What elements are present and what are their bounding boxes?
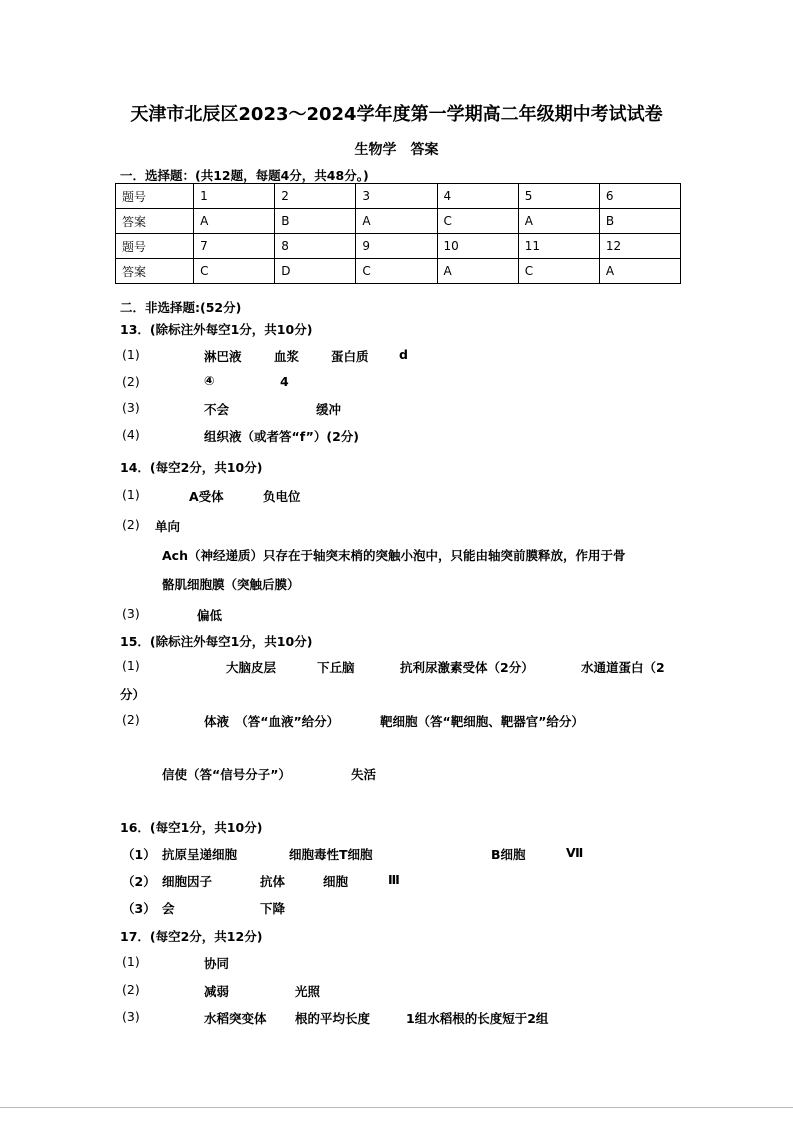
page-subtitle: 生物学 答案 (354, 142, 439, 158)
q14-1-number: (1) (122, 487, 140, 502)
q17-heading: 17．(每空2分，共12分) (120, 929, 263, 944)
table-cell: C (518, 259, 599, 284)
table-cell: A (518, 209, 599, 234)
q13-heading: 13．(除标注外每空1分，共10分) (120, 322, 313, 337)
q14-heading: 14．(每空2分，共10分) (120, 460, 263, 475)
q13-2-answer-b: 4 (280, 374, 289, 389)
table-cell: 10 (437, 234, 518, 259)
q13-3-answer-a: 不会 (204, 402, 230, 417)
q14-2-answer-a: 单向 (155, 519, 181, 534)
q16-1-answer-a: 抗原呈递细胞 (162, 847, 238, 862)
table-cell: C (194, 259, 275, 284)
table-cell: 题号 (116, 184, 194, 209)
q13-3-number: (3) (122, 400, 140, 415)
q13-1-number: (1) (122, 347, 140, 362)
q13-4-answer-a: 组织液（或者答“f”）(2分) (204, 429, 360, 444)
table-row (116, 259, 681, 284)
q14-3-answer-a: 偏低 (197, 608, 223, 623)
table-row (116, 184, 681, 209)
q16-1-answer-d: Ⅶ (566, 845, 584, 860)
q17-2-answer-b: 光照 (295, 984, 321, 999)
q15-1-answer-d-continued: 分） (120, 687, 146, 702)
q16-1-number: （1） (122, 847, 156, 862)
q14-3-number: (3) (122, 606, 140, 621)
q13-1-answer-c: 蛋白质 (331, 349, 369, 364)
q16-2-number: （2） (122, 874, 156, 889)
q17-3-number: (3) (122, 1009, 140, 1024)
page-title: 天津市北辰区2023～2024学年度第一学期高二年级期中考试试卷 (130, 104, 663, 125)
q16-1-answer-c: B细胞 (491, 847, 526, 862)
q15-1-answer-a: 大脑皮层 (226, 660, 277, 675)
q13-1-answer-d: d (399, 347, 408, 362)
table-cell: 1 (194, 184, 275, 209)
table-row (116, 234, 681, 259)
q17-3-answer-b: 根的平均长度 (295, 1011, 371, 1026)
q17-1-number: (1) (122, 954, 140, 969)
q15-2-answer-b: 靶细胞（答“靶细胞、靶器官”给分） (380, 714, 584, 729)
table-cell: 7 (194, 234, 275, 259)
q15-1-number: (1) (122, 658, 140, 673)
q16-3-answer-a: 会 (162, 901, 175, 916)
q15-1-answer-d: 水通道蛋白（2 (581, 660, 665, 675)
q17-2-answer-a: 减弱 (204, 984, 230, 999)
q16-1-answer-b: 细胞毒性T细胞 (289, 847, 373, 862)
table-cell: 2 (275, 184, 356, 209)
table-cell: D (275, 259, 356, 284)
table-cell: B (599, 209, 680, 234)
q16-2-answer-b: 抗体 (260, 874, 286, 889)
table-cell: 4 (437, 184, 518, 209)
table-cell: B (275, 209, 356, 234)
q17-2-number: (2) (122, 982, 140, 997)
q15-1-answer-c: 抗利尿激素受体（2分） (400, 660, 534, 675)
q15-2-answer-a: 体液 （答“血液”给分） (204, 714, 340, 729)
table-cell: 3 (356, 184, 437, 209)
table-cell: 8 (275, 234, 356, 259)
answer-table (115, 183, 681, 284)
table-cell: A (356, 209, 437, 234)
q16-2-answer-c: 细胞 (323, 874, 349, 889)
q14-2-explanation-line1: Ach（神经递质）只存在于轴突末梢的突触小泡中，只能由轴突前膜释放，作用于骨 (162, 548, 626, 563)
q17-3-answer-c: 1组水稻根的长度短于2组 (406, 1011, 549, 1026)
table-cell: 5 (518, 184, 599, 209)
q13-3-answer-b: 缓冲 (316, 402, 342, 417)
table-cell: A (194, 209, 275, 234)
q13-4-number: (4) (122, 427, 140, 442)
q17-3-answer-a: 水稻突变体 (204, 1011, 267, 1026)
q15-3-answer-a: 信使（答“信号分子”） (162, 767, 291, 782)
table-cell: 答案 (116, 259, 194, 284)
page-bottom-divider (0, 1107, 793, 1108)
table-row (116, 209, 681, 234)
q16-3-answer-b: 下降 (260, 901, 286, 916)
q15-2-number: (2) (122, 712, 140, 727)
table-cell: A (599, 259, 680, 284)
table-cell: 6 (599, 184, 680, 209)
q14-2-number: (2) (122, 517, 140, 532)
section2-heading: 二．非选择题:(52分) (120, 300, 242, 315)
q15-heading: 15．(除标注外每空1分，共10分) (120, 634, 313, 649)
table-cell: 12 (599, 234, 680, 259)
q15-3-answer-b: 失活 (351, 767, 377, 782)
table-cell: C (437, 209, 518, 234)
table-cell: 11 (518, 234, 599, 259)
q13-1-answer-b: 血浆 (274, 349, 300, 364)
section1-heading: 一．选择题：(共12题，每题4分，共48分。) (120, 168, 369, 183)
q13-2-number: (2) (122, 374, 140, 389)
table-cell: 9 (356, 234, 437, 259)
table-cell: 答案 (116, 209, 194, 234)
q15-1-answer-b: 下丘脑 (317, 660, 355, 675)
q17-1-answer-a: 协同 (204, 956, 230, 971)
q14-2-explanation-line2: 骼肌细胞膜（突触后膜） (162, 577, 300, 592)
q16-3-number: （3） (122, 901, 156, 916)
q16-heading: 16．(每空1分，共10分) (120, 820, 263, 835)
q16-2-answer-a: 细胞因子 (162, 874, 213, 889)
q14-1-answer-a: A受体 (189, 489, 224, 504)
table-cell: C (356, 259, 437, 284)
q16-2-answer-d: Ⅲ (388, 872, 400, 887)
q14-1-answer-b: 负电位 (263, 489, 301, 504)
q13-2-answer-a: ④ (204, 373, 215, 388)
table-cell: 题号 (116, 234, 194, 259)
table-cell: A (437, 259, 518, 284)
q13-1-answer-a: 淋巴液 (204, 349, 242, 364)
